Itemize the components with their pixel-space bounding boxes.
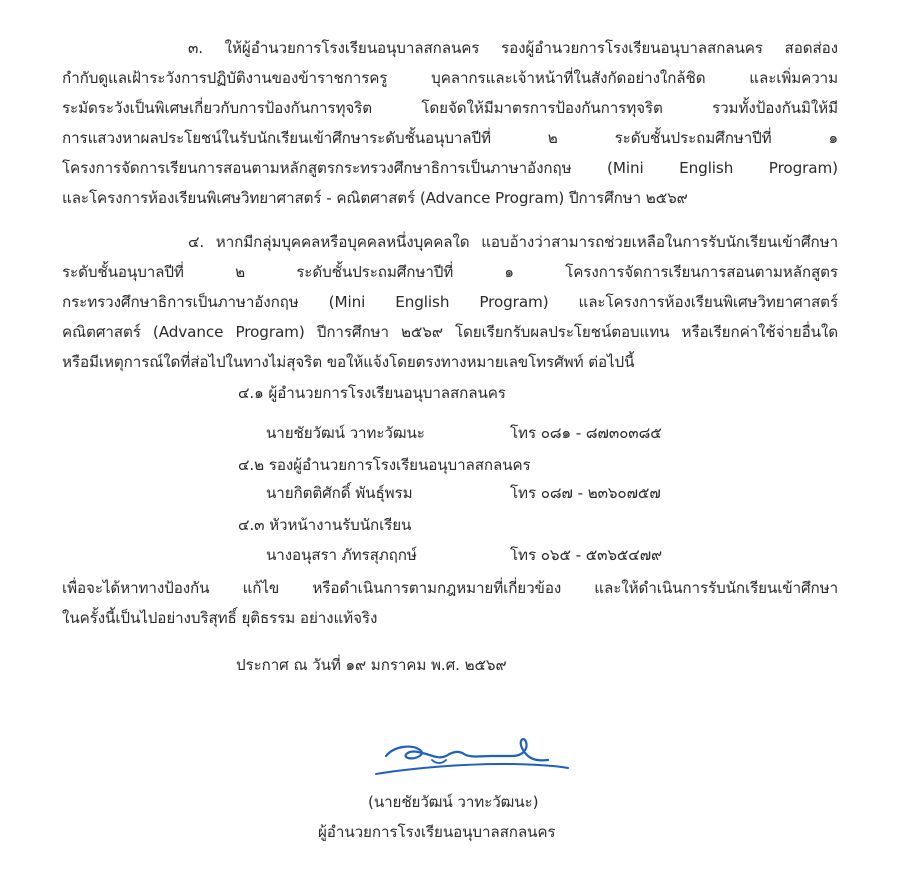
contact-2-phone: โทร ๐๘๗ - ๒๓๖๐๗๕๗ (510, 484, 661, 502)
signature-image (372, 730, 572, 790)
para4-line-4: คณิตศาสตร์ (Advance Program) ปีการศึกษา ๒๕๖๙ โดยเรียกรับผลประโยชน์ตอบแทน หรือเรียกค่าใช้จ่ายอื่นใด (62, 323, 838, 341)
signer-name: (นายชัยวัฒน์ วาทะวัฒนะ) (368, 793, 539, 811)
contact-1-name: นายชัยวัฒน์ วาทะวัฒนะ (266, 424, 425, 442)
contact-3-phone: โทร ๐๖๕ - ๕๓๖๕๔๗๙ (510, 546, 663, 564)
closing-line-1: เพื่อจะได้หาทางป้องกัน แก้ไข หรือดำเนินการตามกฎหมายที่เกี่ยวข้อง และให้ดำเนินการรับนักเรียนเข้าศึกษา (62, 579, 838, 597)
para4-line-1: ๔. หากมีกลุ่มบุคคลหรือบุคคลหนึ่งบุคคลใด แอบอ้างว่าสามารถช่วยเหลือในการรับนักเรียนเข้าศึกษา (188, 233, 838, 251)
para3-line-1: ๓. ให้ผู้อำนวยการโรงเรียนอนุบาลสกลนคร รองผู้อำนวยการโรงเรียนอนุบาลสกลนคร สอดส่อง (188, 39, 838, 57)
para3-line-5: โครงการจัดการเรียนการสอนตามหลักสูตรกระทรวงศึกษาธิการเป็นภาษาอังกฤษ (Mini English Program) (62, 159, 838, 177)
para4-line-2: ระดับชั้นอนุบาลปีที่ ๒ ระดับชั้นประถมศึกษาปีที่ ๑ โครงการจัดการเรียนการสอนตามหลักสูตร (62, 263, 838, 281)
contact-3-role: ๔.๓ หัวหน้างานรับนักเรียน (238, 516, 412, 534)
closing-line-2: ในครั้งนี้เป็นไปอย่างบริสุทธิ์ ยุติธรรม อย่างแท้จริง (62, 609, 378, 627)
para3-line-6: และโครงการห้องเรียนพิเศษวิทยาศาสตร์ - คณิตศาสตร์ (Advance Program) ปีการศึกษา ๒๕๖๙ (62, 189, 688, 207)
signature-icon (372, 730, 572, 790)
para3-line-4: การแสวงหาผลประโยชน์ในรับนักเรียนเข้าศึกษาระดับชั้นอนุบาลปีที่ ๒ ระดับชั้นประถมศึกษาปีที่ ๑ (62, 129, 838, 147)
para4-line-3: กระทรวงศึกษาธิการเป็นภาษาอังกฤษ (Mini English Program) และโครงการห้องเรียนพิเศษวิทยาศาสตร์ (62, 293, 838, 311)
contact-1-role: ๔.๑ ผู้อำนวยการโรงเรียนอนุบาลสกลนคร (238, 384, 506, 402)
announce-date: ประกาศ ณ วันที่ ๑๙ มกราคม พ.ศ. ๒๕๖๙ (236, 656, 507, 674)
contact-2-role: ๔.๒ รองผู้อำนวยการโรงเรียนอนุบาลสกลนคร (238, 456, 531, 474)
signer-position: ผู้อำนวยการโรงเรียนอนุบาลสกลนคร (318, 823, 556, 841)
contact-3-name: นางอนุสรา ภัทรสุภฤกษ์ (266, 546, 417, 564)
contact-2-name: นายกิตติศักดิ์ พันธุ์พรม (266, 484, 413, 502)
para4-line-5: หรือมีเหตุการณ์ใดที่ส่อไปในทางไม่สุจริต ขอให้แจ้งโดยตรงทางหมายเลขโทรศัพท์ ต่อไปนี้ (62, 353, 635, 371)
contact-1-phone: โทร ๐๘๑ - ๘๗๓๐๓๘๕ (510, 424, 662, 442)
para3-line-2: กำกับดูแลเฝ้าระวังการปฏิบัติงานของข้าราชการครู บุคลากรและเจ้าหน้าที่ในสังกัดอย่างใกล้ชิด และเพิ่มความ (62, 69, 838, 87)
para3-line-3: ระมัดระวังเป็นพิเศษเกี่ยวกับการป้องกันการทุจริต โดยจัดให้มีมาตรการป้องกันการทุจริต รวมทั้งป้องกันมิให้มี (62, 99, 838, 117)
